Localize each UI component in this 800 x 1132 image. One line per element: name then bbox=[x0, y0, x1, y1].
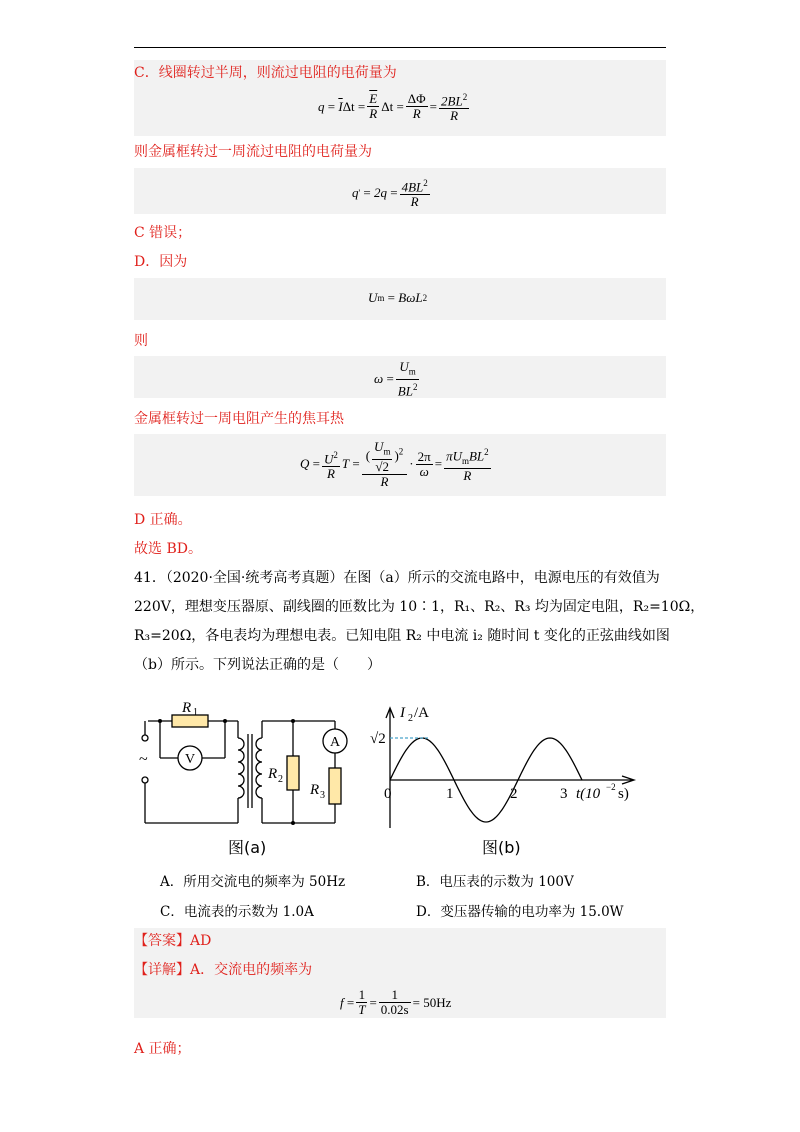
eq-omega: ω = $\frac{U_m}{BL^2}$ bbox=[374, 359, 418, 398]
question-line-2: 220V，理想变压器原、副线圈的匝数比为 10∶1，R₁、R₂、R₃ 均为固定电阻，R₂=10Ω， bbox=[134, 599, 705, 615]
question-line-3: R₃=20Ω，各电表均为理想电表。已知电阻 R₂ 中电流 i₂ 随时间 t 变化的正弦曲线如图 bbox=[134, 628, 670, 644]
d-right: D 正确。 bbox=[134, 512, 192, 528]
svg-text:−2: −2 bbox=[606, 782, 616, 792]
c-full-line: 则金属框转过一周流过电阻的电荷量为 bbox=[134, 144, 372, 160]
detail-label: 【详解】 bbox=[134, 962, 190, 978]
fig-b-caption: 图(b) bbox=[482, 838, 521, 857]
option-b[interactable]: B．电压表的示数为 100V bbox=[416, 874, 574, 890]
eq-frequency: f = $\frac{1}{T}$ = $\frac{1}{0.02s}$ = 50Hz bbox=[340, 987, 452, 1017]
svg-text:1: 1 bbox=[193, 707, 198, 718]
answer-line bbox=[134, 932, 211, 950]
detail-line bbox=[134, 961, 312, 979]
option-d[interactable]: D．变压器传输的电功率为 15.0W bbox=[416, 904, 624, 920]
svg-text:3: 3 bbox=[320, 790, 325, 801]
d-heat: 金属框转过一周电阻产生的焦耳热 bbox=[134, 411, 344, 427]
c-wrong: C 错误； bbox=[134, 225, 192, 241]
d-then: 则 bbox=[134, 333, 148, 349]
c-line: C．线圈转过半周，则流过电阻的电荷量为 bbox=[134, 65, 397, 81]
source-symbol: ~ bbox=[139, 751, 148, 768]
answer-value: AD bbox=[190, 933, 212, 949]
fig-a-r3-label: R bbox=[310, 782, 320, 798]
eq-um: U m = BωL 2 bbox=[368, 290, 428, 305]
figure-a-circuit bbox=[130, 698, 360, 858]
header-rule bbox=[134, 47, 666, 48]
fig-b-tick-1: 1 bbox=[446, 786, 454, 802]
fig-b-tick-0: 0 bbox=[384, 786, 392, 802]
question-line-4: （b）所示。下列说法正确的是（ ） bbox=[134, 657, 381, 673]
fig-b-tick-2: 2 bbox=[510, 786, 518, 802]
fig-a-caption: 图(a) bbox=[228, 838, 267, 857]
svg-text:2: 2 bbox=[408, 713, 413, 724]
d-line: D．因为 bbox=[134, 254, 188, 270]
eq-q-half: q = $\overline{I}$ Δt = $\frac{\overline{E}}{R}$ Δt = $\frac{\Delta\Phi}{R}$ = $\frac{2BL^2}{R}$ bbox=[318, 91, 468, 124]
figure-b-graph bbox=[370, 698, 645, 858]
eq-q-full: q ' = 2q = $\frac{4BL^2}{R}$ bbox=[352, 178, 428, 210]
option-c[interactable]: C．电流表的示数为 1.0A bbox=[160, 904, 314, 920]
detail-text: A．交流电的频率为 bbox=[190, 962, 313, 978]
svg-text:/A: /A bbox=[414, 705, 429, 721]
choose-line: 故选 BD。 bbox=[134, 541, 202, 557]
fig-b-tick-3: 3 bbox=[560, 786, 568, 802]
svg-text:2: 2 bbox=[278, 774, 283, 785]
question-line-1: 41．（2020·全国·统考高考真题）在图（a）所示的交流电路中，电源电压的有效值为 bbox=[134, 570, 660, 586]
ammeter-label: A bbox=[330, 735, 341, 750]
fig-b-ylabel: I bbox=[400, 705, 405, 721]
voltmeter-label: V bbox=[185, 752, 196, 767]
fig-a-r2-label: R bbox=[268, 766, 278, 782]
a-right: A 正确； bbox=[134, 1041, 191, 1057]
option-a[interactable]: A．所用交流电的频率为 50Hz bbox=[160, 874, 346, 890]
answer-label: 【答案】 bbox=[134, 933, 190, 949]
question-text bbox=[134, 569, 705, 685]
fig-b-ytick: √2 bbox=[370, 731, 386, 747]
svg-text:s): s) bbox=[618, 786, 629, 802]
eq-heat: Q = $\frac{U^2}{R}$ T = ( $\frac{U_m}{√2}$ )$^2$ R · $\frac{2\pi}{\omega}$ = $\frac{\pi U_mBL^2}{R}$ bbox=[300, 439, 489, 489]
fig-a-r1-label: R bbox=[182, 700, 192, 716]
fig-b-xlabel: t(10 bbox=[576, 786, 601, 802]
